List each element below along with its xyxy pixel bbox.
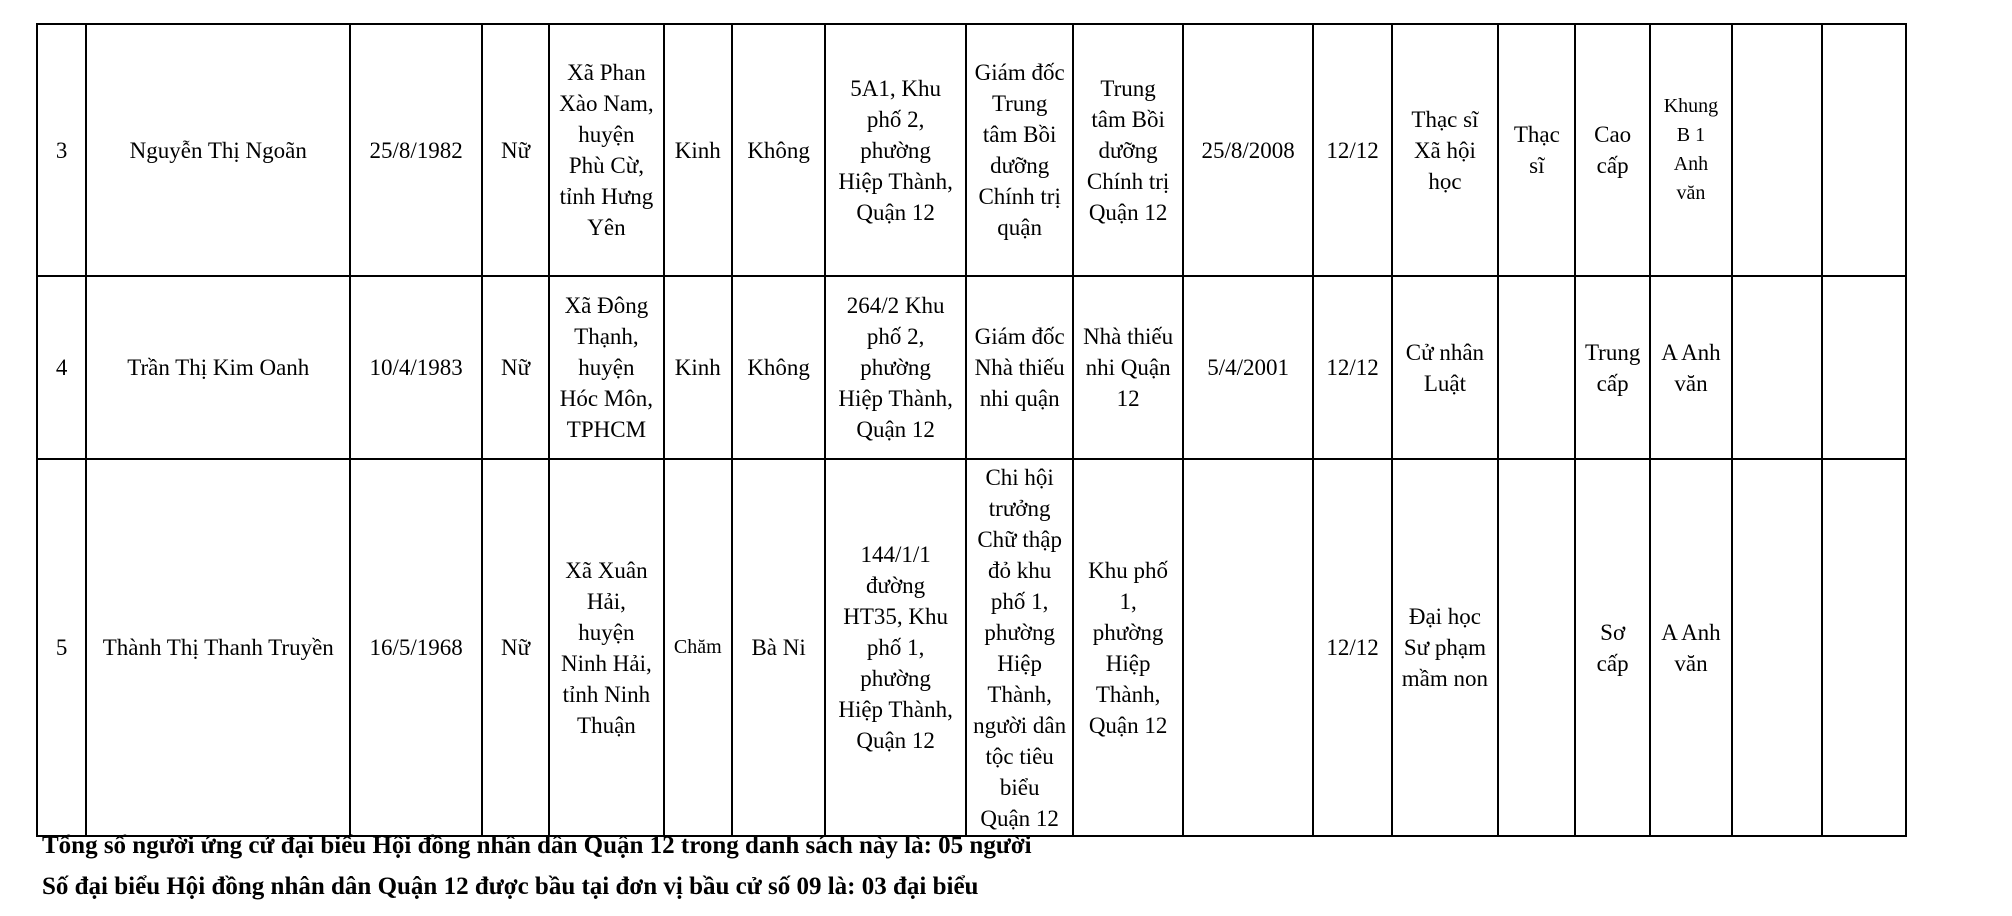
residence-cell: 264/2 Khu phố 2, phường Hiệp Thành, Quận 12 xyxy=(825,276,966,459)
name-cell: Thành Thị Thanh Truyền xyxy=(86,459,350,836)
workplace-cell: Khu phố 1, phường Hiệp Thành, Quận 12 xyxy=(1073,459,1182,836)
ethnicity-cell: Chăm xyxy=(664,459,732,836)
education-cell: 12/12 xyxy=(1313,276,1391,459)
position-cell: Giám đốc Nhà thiếu nhi quận xyxy=(966,276,1073,459)
table-row xyxy=(37,24,1906,276)
academic-cell: Thạc sĩ xyxy=(1498,24,1575,276)
religion-cell: Không xyxy=(732,276,825,459)
language-cell: Khung B 1 Anh văn xyxy=(1650,24,1732,276)
col18-cell xyxy=(1822,276,1906,459)
total-candidates-note: Tổng số người ứng cử đại biểu Hội đồng nhân dân Quận 12 trong danh sách này là: 05 người xyxy=(42,832,1032,859)
academic-cell xyxy=(1498,276,1575,459)
name-cell: Trần Thị Kim Oanh xyxy=(86,276,350,459)
elected-count-note: Số đại biểu Hội đồng nhân dân Quận 12 được bầu tại đơn vị bầu cử số 09 là: 03 đại biểu xyxy=(42,873,979,900)
stt-cell: 4 xyxy=(37,276,86,459)
candidate-table xyxy=(36,23,1907,837)
political-cell: Cao cấp xyxy=(1575,24,1649,276)
dob-cell: 25/8/1982 xyxy=(350,24,482,276)
academic-cell xyxy=(1498,459,1575,836)
education-cell: 12/12 xyxy=(1313,24,1391,276)
political-cell: Sơ cấp xyxy=(1575,459,1649,836)
language-cell: A Anh văn xyxy=(1650,276,1732,459)
position-cell: Giám đốc Trung tâm Bồi dưỡng Chính trị quận xyxy=(966,24,1073,276)
workplace-cell: Trung tâm Bồi dưỡng Chính trị Quận 12 xyxy=(1073,24,1182,276)
hometown-cell: Xã Đông Thạnh, huyện Hóc Môn, TPHCM xyxy=(549,276,663,459)
col17-cell xyxy=(1732,24,1821,276)
gender-cell: Nữ xyxy=(482,24,549,276)
hometown-cell: Xã Phan Xào Nam, huyện Phù Cừ, tỉnh Hưng Yên xyxy=(549,24,663,276)
workplace-cell: Nhà thiếu nhi Quận 12 xyxy=(1073,276,1182,459)
gender-cell: Nữ xyxy=(482,459,549,836)
table-row xyxy=(37,276,1906,459)
hometown-cell: Xã Xuân Hải, huyện Ninh Hải, tỉnh Ninh Thuận xyxy=(549,459,663,836)
party-date-cell: 25/8/2008 xyxy=(1183,24,1314,276)
language-cell: A Anh văn xyxy=(1650,459,1732,836)
gender-cell: Nữ xyxy=(482,276,549,459)
table-row xyxy=(37,459,1906,836)
col18-cell xyxy=(1822,24,1906,276)
expertise-cell: Cử nhân Luật xyxy=(1392,276,1498,459)
party-date-cell: 5/4/2001 xyxy=(1183,276,1314,459)
party-date-cell xyxy=(1183,459,1314,836)
dob-cell: 10/4/1983 xyxy=(350,276,482,459)
residence-cell: 144/1/1 đường HT35, Khu phố 1, phường Hiệp Thành, Quận 12 xyxy=(825,459,966,836)
dob-cell: 16/5/1968 xyxy=(350,459,482,836)
col17-cell xyxy=(1732,459,1821,836)
ethnicity-cell: Kinh xyxy=(664,276,732,459)
stt-cell: 5 xyxy=(37,459,86,836)
religion-cell: Không xyxy=(732,24,825,276)
position-cell: Chi hội trưởng Chữ thập đỏ khu phố 1, phường Hiệp Thành, người dân tộc tiêu biểu Quận 12 xyxy=(966,459,1073,836)
stt-cell: 3 xyxy=(37,24,86,276)
expertise-cell: Thạc sĩ Xã hội học xyxy=(1392,24,1498,276)
ethnicity-cell: Kinh xyxy=(664,24,732,276)
expertise-cell: Đại học Sư phạm mầm non xyxy=(1392,459,1498,836)
education-cell: 12/12 xyxy=(1313,459,1391,836)
religion-cell: Bà Ni xyxy=(732,459,825,836)
name-cell: Nguyễn Thị Ngoãn xyxy=(86,24,350,276)
political-cell: Trung cấp xyxy=(1575,276,1649,459)
col18-cell xyxy=(1822,459,1906,836)
residence-cell: 5A1, Khu phố 2, phường Hiệp Thành, Quận 12 xyxy=(825,24,966,276)
col17-cell xyxy=(1732,276,1821,459)
